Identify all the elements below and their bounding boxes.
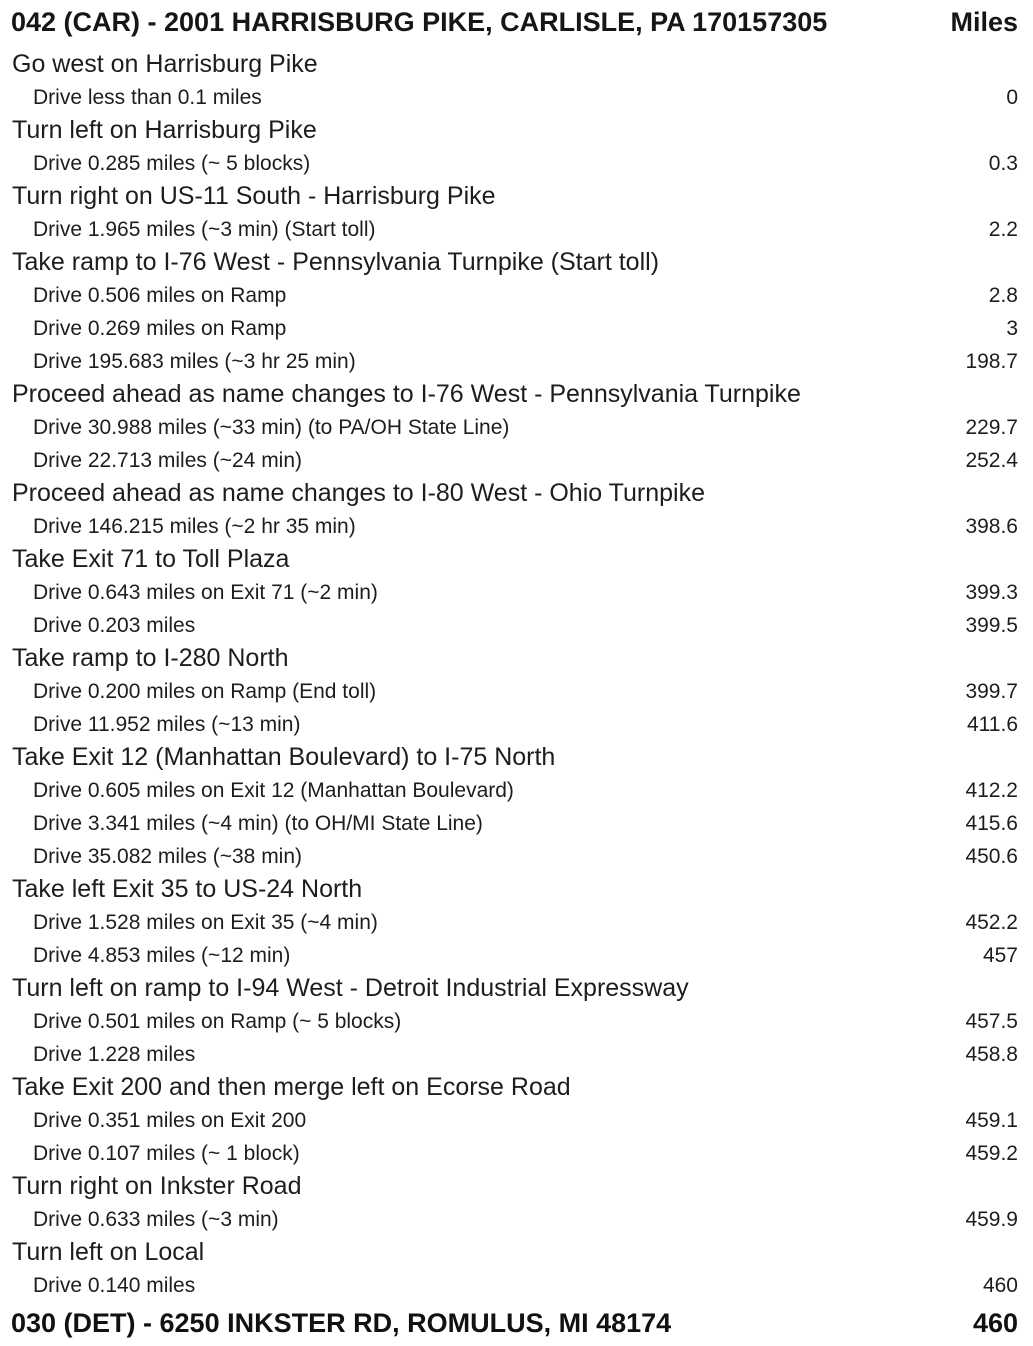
cumulative-miles: 412.2 xyxy=(965,778,1018,802)
drive-row xyxy=(0,279,1033,312)
directions-list xyxy=(0,48,1033,1302)
drive-row xyxy=(0,1203,1033,1236)
route-header xyxy=(0,5,1033,48)
maneuver-row: Turn left on ramp to I-94 West - Detroit Industrial Expressway xyxy=(12,974,689,1002)
drive-row xyxy=(0,906,1033,939)
drive-instruction: Drive 0.269 miles on Ramp xyxy=(33,316,287,340)
drive-instruction: Drive 0.506 miles on Ramp xyxy=(33,283,287,307)
origin-title: 042 (CAR) - 2001 HARRISBURG PIKE, CARLISLE, PA 170157305 xyxy=(11,7,828,37)
cumulative-miles: 398.6 xyxy=(965,514,1018,538)
cumulative-miles: 458.8 xyxy=(965,1042,1018,1066)
drive-row xyxy=(0,81,1033,114)
drive-instruction: Drive 0.351 miles on Exit 200 xyxy=(33,1108,307,1132)
cumulative-miles: 459.1 xyxy=(965,1108,1018,1132)
cumulative-miles: 452.2 xyxy=(965,910,1018,934)
drive-row xyxy=(0,1005,1033,1038)
drive-row xyxy=(0,576,1033,609)
drive-row xyxy=(0,708,1033,741)
drive-row xyxy=(0,939,1033,972)
drive-row xyxy=(0,411,1033,444)
drive-row xyxy=(0,807,1033,840)
cumulative-miles: 459.9 xyxy=(965,1207,1018,1231)
drive-row xyxy=(0,312,1033,345)
maneuver-row: Turn left on Harrisburg Pike xyxy=(12,116,317,144)
drive-instruction: Drive 35.082 miles (~38 min) xyxy=(33,844,303,868)
drive-row xyxy=(0,1104,1033,1137)
drive-row xyxy=(0,1137,1033,1170)
cumulative-miles: 229.7 xyxy=(965,415,1018,439)
cumulative-miles: 457.5 xyxy=(965,1009,1018,1033)
drive-row xyxy=(0,510,1033,543)
drive-instruction: Drive 0.643 miles on Exit 71 (~2 min) xyxy=(33,580,378,604)
destination-footer xyxy=(0,1302,1033,1344)
maneuver-row: Turn right on Inkster Road xyxy=(12,1172,302,1200)
cumulative-miles: 450.6 xyxy=(965,844,1018,868)
maneuver-row: Go west on Harrisburg Pike xyxy=(12,50,318,78)
drive-instruction: Drive 30.988 miles (~33 min) (to PA/OH State Line) xyxy=(33,415,510,439)
drive-instruction: Drive 22.713 miles (~24 min) xyxy=(33,448,303,472)
drive-instruction: Drive 0.633 miles (~3 min) xyxy=(33,1207,279,1231)
maneuver-row: Proceed ahead as name changes to I-80 West - Ohio Turnpike xyxy=(12,479,705,507)
drive-row xyxy=(0,675,1033,708)
cumulative-miles: 3 xyxy=(1006,316,1018,340)
drive-row xyxy=(0,609,1033,642)
drive-instruction: Drive 11.952 miles (~13 min) xyxy=(33,712,301,736)
drive-instruction: Drive 0.140 miles xyxy=(33,1273,196,1297)
maneuver-row: Take Exit 71 to Toll Plaza xyxy=(12,545,290,573)
drive-instruction: Drive 0.107 miles (~ 1 block) xyxy=(33,1141,300,1165)
cumulative-miles: 411.6 xyxy=(967,712,1018,736)
miles-column-header: Miles xyxy=(950,7,1018,37)
total-miles: 460 xyxy=(972,1307,1018,1338)
destination-title: 030 (DET) - 6250 INKSTER RD, ROMULUS, MI 48174 xyxy=(11,1307,672,1338)
drive-row xyxy=(0,774,1033,807)
drive-row xyxy=(0,1269,1033,1302)
cumulative-miles: 0.3 xyxy=(988,151,1018,175)
drive-row xyxy=(0,213,1033,246)
drive-instruction: Drive 0.200 miles on Ramp (End toll) xyxy=(33,679,377,703)
maneuver-row: Turn right on US-11 South - Harrisburg Pike xyxy=(12,182,496,210)
drive-instruction: Drive 0.501 miles on Ramp (~ 5 blocks) xyxy=(33,1009,402,1033)
drive-row xyxy=(0,840,1033,873)
cumulative-miles: 457 xyxy=(982,943,1018,967)
cumulative-miles: 415.6 xyxy=(965,811,1018,835)
maneuver-row: Take Exit 200 and then merge left on Ecorse Road xyxy=(12,1073,571,1101)
cumulative-miles: 198.7 xyxy=(965,349,1018,373)
drive-instruction: Drive 146.215 miles (~2 hr 35 min) xyxy=(33,514,356,538)
maneuver-row: Take left Exit 35 to US-24 North xyxy=(12,875,363,903)
drive-instruction: Drive less than 0.1 miles xyxy=(33,85,262,109)
drive-row xyxy=(0,147,1033,180)
maneuver-row: Turn left on Local xyxy=(12,1238,205,1266)
drive-instruction: Drive 1.528 miles on Exit 35 (~4 min) xyxy=(33,910,378,934)
maneuver-row: Take ramp to I-76 West - Pennsylvania Turnpike (Start toll) xyxy=(12,248,660,276)
drive-instruction: Drive 1.965 miles (~3 min) (Start toll) xyxy=(33,217,376,241)
drive-instruction: Drive 0.605 miles on Exit 12 (Manhattan Boulevard) xyxy=(33,778,514,802)
cumulative-miles: 459.2 xyxy=(965,1141,1018,1165)
drive-row xyxy=(0,444,1033,477)
maneuver-row: Proceed ahead as name changes to I-76 West - Pennsylvania Turnpike xyxy=(12,380,801,408)
drive-instruction: Drive 4.853 miles (~12 min) xyxy=(33,943,291,967)
drive-row xyxy=(0,345,1033,378)
cumulative-miles: 2.8 xyxy=(988,283,1018,307)
cumulative-miles: 252.4 xyxy=(965,448,1018,472)
cumulative-miles: 2.2 xyxy=(988,217,1018,241)
drive-instruction: Drive 0.203 miles xyxy=(33,613,196,637)
cumulative-miles: 399.5 xyxy=(965,613,1018,637)
maneuver-row: Take ramp to I-280 North xyxy=(12,644,289,672)
maneuver-row: Take Exit 12 (Manhattan Boulevard) to I-75 North xyxy=(12,743,556,771)
drive-instruction: Drive 3.341 miles (~4 min) (to OH/MI State Line) xyxy=(33,811,483,835)
cumulative-miles: 399.3 xyxy=(965,580,1018,604)
cumulative-miles: 460 xyxy=(982,1273,1018,1297)
drive-instruction: Drive 195.683 miles (~3 hr 25 min) xyxy=(33,349,356,373)
drive-instruction: Drive 1.228 miles xyxy=(33,1042,196,1066)
drive-instruction: Drive 0.285 miles (~ 5 blocks) xyxy=(33,151,311,175)
cumulative-miles: 399.7 xyxy=(965,679,1018,703)
drive-row xyxy=(0,1038,1033,1071)
cumulative-miles: 0 xyxy=(1006,85,1018,109)
